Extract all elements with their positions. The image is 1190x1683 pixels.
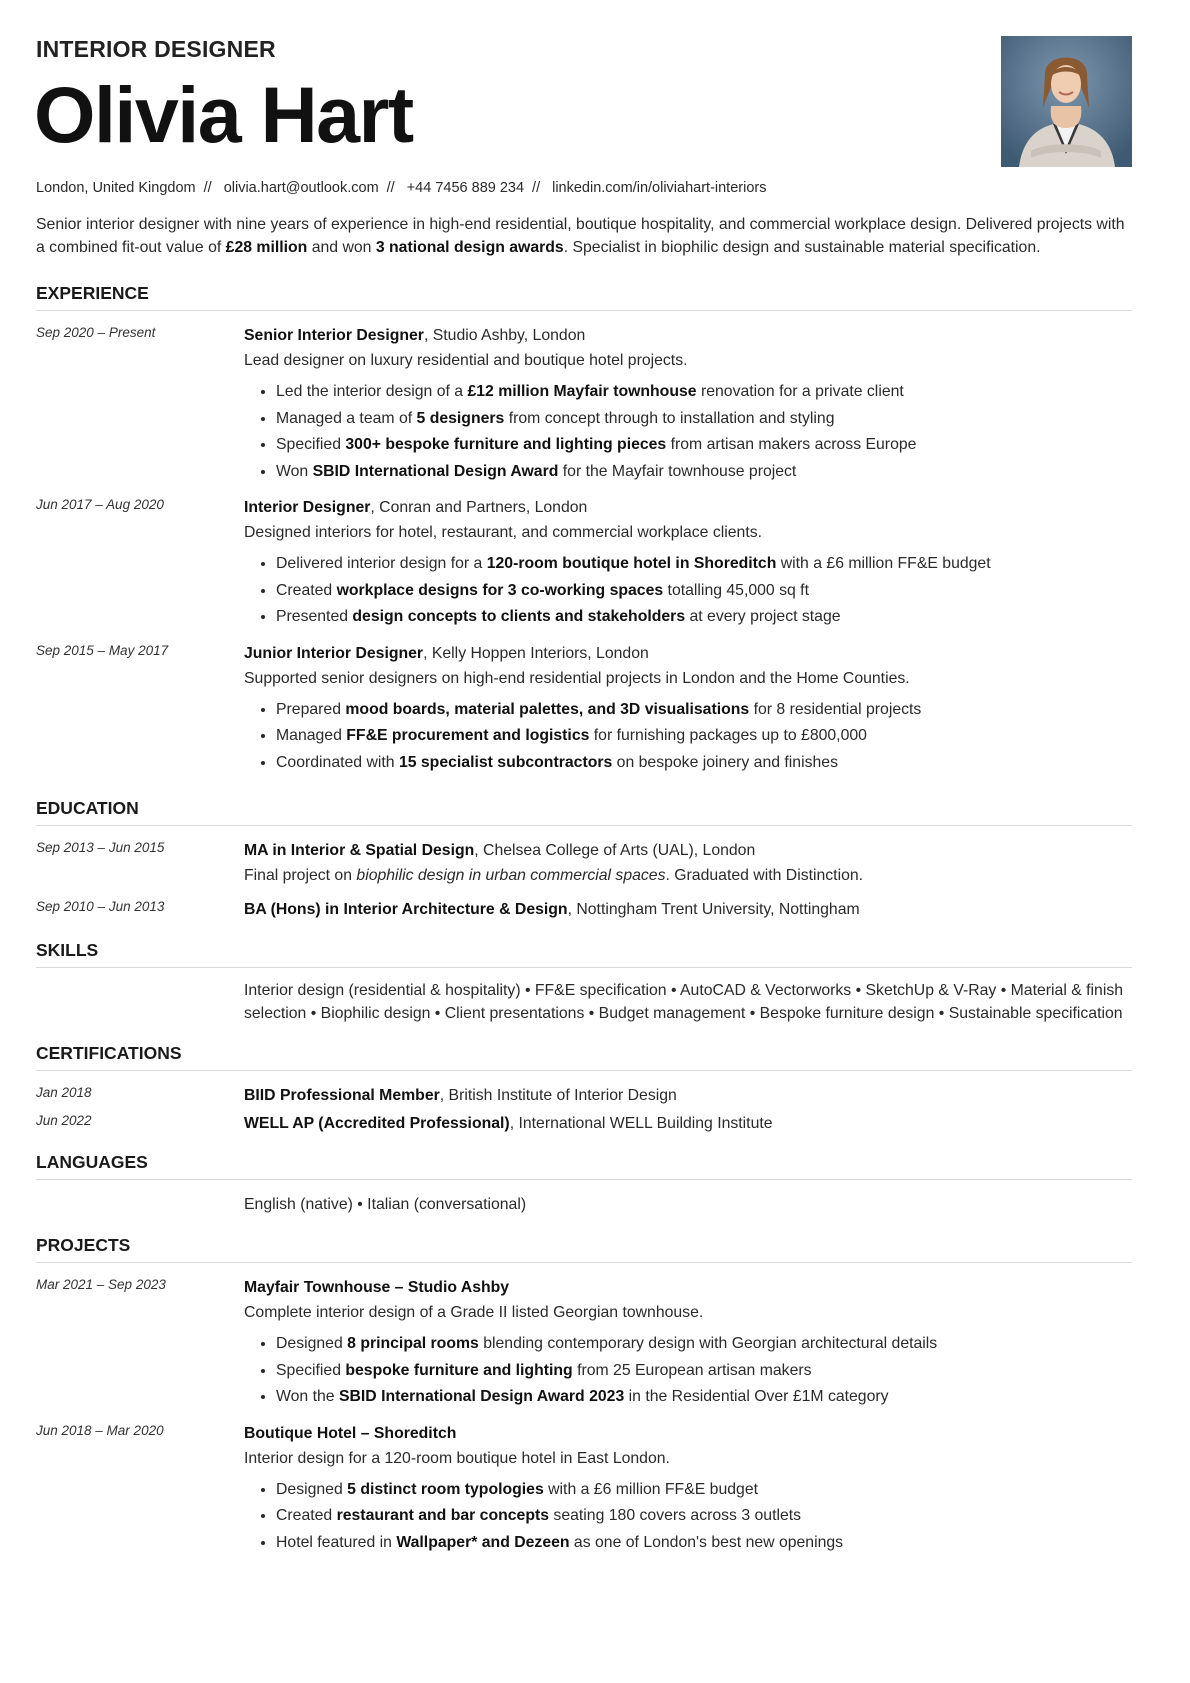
contact-linkedin[interactable]: linkedin.com/in/oliviahart-interiors [552,180,767,196]
achievement-text: Won the [276,1388,339,1405]
achievement-highlight: 120-room boutique hotel in Shoreditch [486,555,777,572]
entry-date-spacer [36,980,244,1025]
achievement-text: Delivered interior design for a [276,555,487,572]
achievement-text: seating 180 covers across 3 outlets [549,1507,802,1524]
achievement-item [276,1358,1132,1385]
degree-title: MA in Interior & Spatial Design [244,842,475,859]
achievement-list [244,1477,1132,1557]
achievement-highlight: mood boards, material palettes, and 3D visualisations [345,700,750,718]
entry-body [244,323,1132,485]
entry-description: Supported senior designers on high-end residential projects in London and the Home Counties. [244,669,910,687]
entry-date-spacer [36,1192,244,1217]
achievement-text: Created [276,581,337,599]
entry-heading [244,1275,1132,1300]
entry-body [244,1083,1132,1108]
achievement-list [244,379,1132,485]
entry-date: Sep 2013 – Jun 2015 [36,840,165,855]
certification-entry [36,1083,1132,1108]
achievement-highlight: 5 designers [416,409,505,427]
contact-separator: // [532,180,541,196]
skills-entry [36,980,1132,1025]
achievement-text: blending contemporary design with Georgian architectural details [478,1335,938,1352]
achievement-item [276,1503,1132,1530]
achievement-item [276,459,1132,486]
achievement-text: as one of London's best new openings [569,1533,844,1551]
achievement-highlight: 5 distinct room typologies [347,1480,544,1498]
achievement-text: with a £6 million FF&E budget [543,1480,758,1498]
achievement-text: Specified [276,1361,346,1379]
institution: , Nottingham Trent University, Nottingham [567,901,860,918]
achievement-highlight: £12 million Mayfair townhouse [467,383,697,400]
education-list [36,838,1132,922]
achievement-item [276,1384,1132,1411]
achievement-text: for 8 residential projects [749,700,922,718]
entry-heading [244,641,1132,666]
achievement-item [276,1477,1132,1504]
achievement-text: with a £6 million FF&E budget [776,555,991,572]
entry-description: Lead designer on luxury residential and boutique hotel projects. [244,352,688,369]
achievement-highlight: Wallpaper* and Dezeen [396,1533,570,1551]
entry-heading [244,323,1132,348]
project-entry [36,1421,1132,1557]
entry-date: Sep 2020 – Present [36,325,156,340]
summary-highlight: £28 million [225,238,308,256]
contact-location: London, United Kingdom [36,180,196,196]
section-heading-projects: PROJECTS [36,1235,1132,1263]
project-entry [36,1275,1132,1411]
contact-phone[interactable]: +44 7456 889 234 [406,180,525,196]
section-heading-skills: SKILLS [36,940,1132,968]
achievement-item [276,1331,1132,1358]
achievement-list [244,697,1132,777]
achievement-text: for furnishing packages up to £800,000 [589,727,867,744]
job-title: INTERIOR DESIGNER [36,36,276,62]
entry-date: Mar 2021 – Sep 2023 [36,1277,166,1292]
certification-org: , International WELL Building Institute [509,1115,773,1132]
certification-entry [36,1111,1132,1136]
description-text: . Graduated with Distinction. [665,867,864,884]
profile-photo [1001,36,1132,167]
institution: , Chelsea College of Arts (UAL), London [474,842,756,859]
entry-title: Senior Interior Designer [244,327,424,344]
achievement-text: Presented [276,608,353,625]
entry-body [244,838,1132,888]
achievement-item [276,723,1132,750]
projects-list [36,1275,1132,1556]
entry-heading [244,1421,1132,1446]
certification-name: BIID Professional Member [244,1087,440,1104]
achievement-item [276,379,1132,406]
degree-title: BA (Hons) in Interior Architecture & Design [244,901,568,918]
achievement-item [276,697,1132,724]
summary-text: . Specialist in biophilic design and sustainable material specification. [563,238,1041,256]
section-heading-experience: EXPERIENCE [36,283,1132,311]
entry-body [244,495,1132,631]
experience-entry [36,641,1132,777]
education-description [244,863,1132,888]
achievement-item [276,578,1132,605]
achievement-list [244,1331,1132,1411]
achievement-text: from 25 European artisan makers [572,1361,812,1379]
achievement-text: Created [276,1507,337,1524]
education-entry [36,897,1132,922]
entry-body [244,641,1132,777]
entry-title: Interior Designer [244,499,371,516]
portrait-image [1001,36,1132,167]
experience-entry [36,323,1132,485]
achievement-highlight: SBID International Design Award 2023 [338,1388,625,1405]
summary-highlight: 3 national design awards [375,238,564,256]
section-heading-languages: LANGUAGES [36,1152,1132,1180]
professional-summary [36,214,1126,259]
entry-description: Complete interior design of a Grade II listed Georgian townhouse. [244,1304,704,1321]
achievement-text: on bespoke joinery and finishes [612,753,838,771]
summary-text: Senior interior designer with nine years of experience in high-end residential, boutique hospitality, and commercial workplace design. Delivered projects with a combined fit-out value of [36,216,1125,256]
achievement-text: Designed [276,1335,348,1352]
section-heading-education: EDUCATION [36,798,1132,826]
education-entry [36,838,1132,888]
entry-title: Mayfair Townhouse – Studio Ashby [244,1279,510,1296]
entry-title: Junior Interior Designer [244,644,424,662]
entry-date: Jun 2018 – Mar 2020 [36,1422,164,1438]
entry-date: Jun 2017 – Aug 2020 [36,497,164,512]
achievement-text: renovation for a private client [696,383,904,400]
achievement-list [244,551,1132,631]
entry-description: Interior design for a 120-room boutique hotel in East London. [244,1449,670,1467]
section-heading-certifications: CERTIFICATIONS [36,1043,1132,1071]
contact-line [36,180,1132,196]
achievement-text: Won [276,462,313,480]
achievement-highlight: 8 principal rooms [347,1335,479,1352]
achievement-item [276,406,1132,433]
entry-date: Jan 2018 [36,1085,92,1100]
entry-date: Jun 2022 [36,1113,92,1128]
summary-text: and won [307,238,376,256]
achievement-highlight: FF&E procurement and logistics [346,727,590,744]
achievement-text: in the Residential Over £1M category [624,1388,889,1405]
certification-org: , British Institute of Interior Design [439,1087,677,1104]
entry-title: Boutique Hotel – Shoreditch [244,1424,457,1442]
contact-separator: // [386,180,395,196]
entry-body [244,1111,1132,1136]
entry-body [244,1421,1132,1557]
entry-body [244,897,1132,922]
contact-email[interactable]: olivia.hart@outlook.com [223,180,379,196]
languages-entry [36,1192,1132,1217]
entry-description: Designed interiors for hotel, restaurant, and commercial workplace clients. [244,524,763,541]
description-text: Final project on [244,867,357,884]
achievement-text: from artisan makers across Europe [666,436,917,453]
entry-heading [244,495,1132,520]
skills-text: Interior design (residential & hospitality) • FF&E specification • AutoCAD & Vectorworks • SketchUp & V-Ray • Material & finish selection • Biophilic design • Client presentations • Budget management • Bespoke furniture design • Sustainable specification [244,982,1124,1022]
entry-body [244,1275,1132,1411]
achievement-text: Specified [276,436,346,453]
achievement-text: Managed [276,727,347,744]
entry-organization: , Conran and Partners, London [370,499,588,516]
achievement-item [276,1530,1132,1557]
achievement-highlight: design concepts to clients and stakeholders [352,608,686,625]
achievement-item [276,750,1132,777]
achievement-item [276,604,1132,631]
entry-organization: , Studio Ashby, London [423,327,586,344]
achievement-text: from concept through to installation and styling [504,409,835,427]
achievement-text: Designed [276,1480,348,1498]
experience-list [36,323,1132,776]
achievement-highlight: SBID International Design Award [312,462,559,480]
certifications-list [36,1083,1132,1136]
achievement-item [276,432,1132,459]
achievement-text: Managed a team of [276,409,417,427]
achievement-highlight: 300+ bespoke furniture and lighting pieces [345,436,667,453]
achievement-highlight: restaurant and bar concepts [336,1507,550,1524]
contact-separator: // [203,180,212,196]
achievement-text: Coordinated with [276,753,399,771]
certification-name: WELL AP (Accredited Professional) [244,1115,510,1132]
achievement-text: Prepared [276,700,346,718]
achievement-text: at every project stage [685,608,841,625]
achievement-text: for the Mayfair townhouse project [558,462,797,480]
description-emphasis: biophilic design in urban commercial spaces [356,867,666,884]
achievement-text: Hotel featured in [276,1533,397,1551]
achievement-highlight: bespoke furniture and lighting [345,1361,573,1379]
achievement-item [276,551,1132,578]
achievement-highlight: workplace designs for 3 co-working spaces [336,581,664,599]
entry-organization: , Kelly Hoppen Interiors, London [423,644,649,662]
experience-entry [36,495,1132,631]
entry-date: Sep 2010 – Jun 2013 [36,899,165,914]
entry-date: Sep 2015 – May 2017 [36,642,169,658]
achievement-highlight: 15 specialist subcontractors [398,753,613,771]
candidate-name: Olivia Hart [34,70,413,159]
achievement-text: totalling 45,000 sq ft [663,581,809,599]
achievement-text: Led the interior design of a [276,383,468,400]
languages-text: English (native) • Italian (conversational) [244,1196,527,1213]
